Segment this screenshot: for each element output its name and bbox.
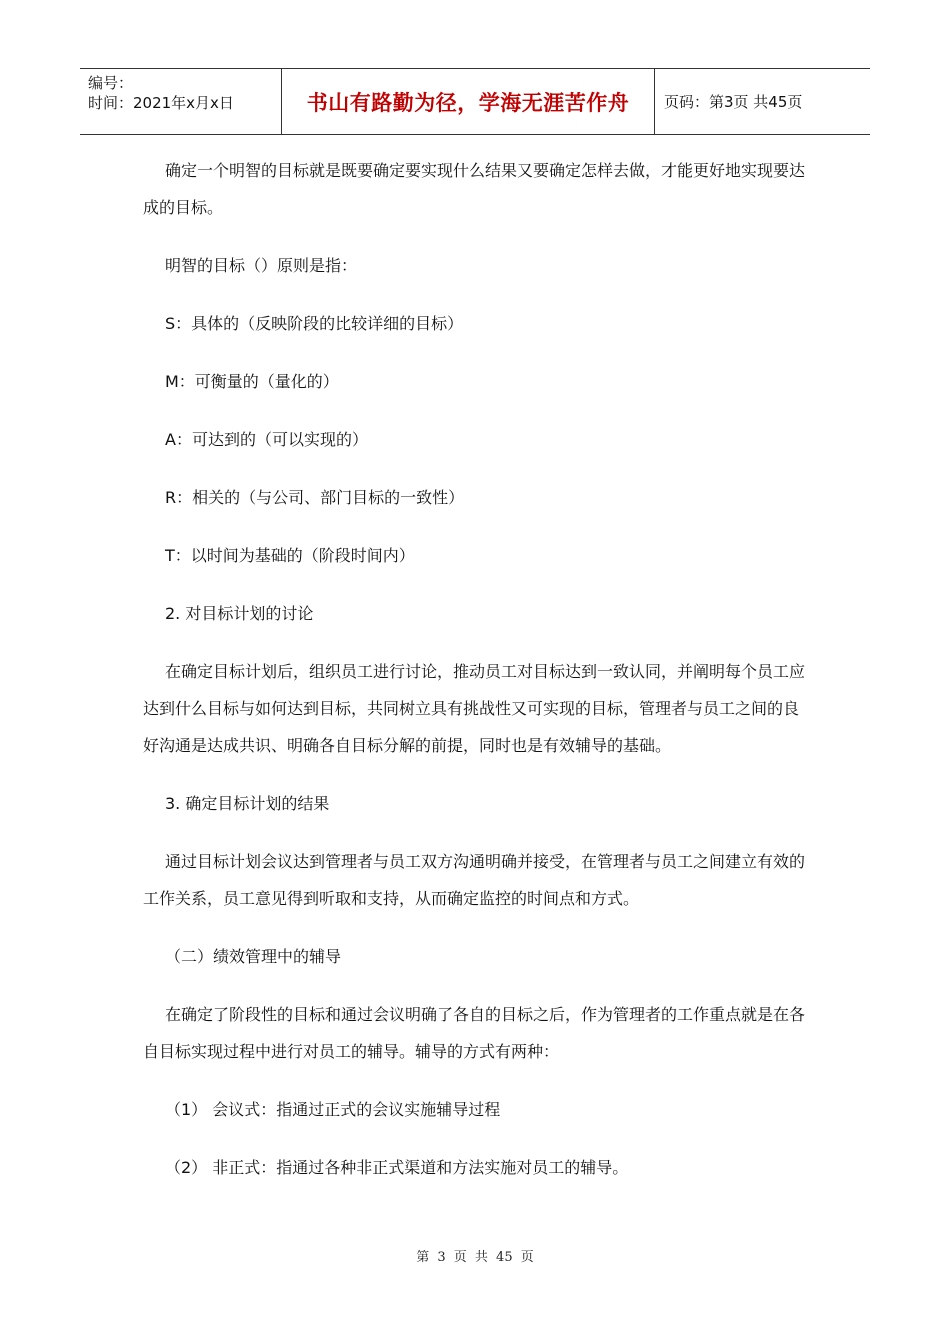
section-heading: 3. 确定目标计划的结果 [165, 794, 330, 813]
header-motto-cell [282, 69, 655, 134]
date-label: 时间：2021年x月x日 [88, 94, 234, 112]
page-info: 页码：第3页 共45页 [664, 93, 803, 111]
header-page-cell [655, 69, 870, 134]
motto: 书山有路勤为径，学海无涯苦作舟 [306, 89, 630, 115]
header-meta-cell [80, 69, 282, 134]
code-label: 编号： [88, 74, 134, 92]
header-table [80, 68, 870, 135]
paragraph: A：可达到的（可以实现的） [165, 430, 368, 449]
paragraph: 通过目标计划会议达到管理者与员工双方沟通明确并接受，在管理者与员工之间建立有效的工作关系，员工意见得到听取和支持，从而确定监控的时间点和方式。 [143, 852, 806, 908]
list-item: （1） 会议式：指通过正式的会议实施辅导过程 [165, 1100, 501, 1119]
paragraph: 在确定目标计划后，组织员工进行讨论，推动员工对目标达到一致认同，并阐明每个员工应达到什么目标与如何达到目标，共同树立具有挑战性又可实现的目标，管理者与员工之间的良好沟通是达成共识、明确各自目标分解的前提，同时也是有效辅导的基础。 [143, 662, 806, 755]
document-body [143, 152, 805, 1207]
paragraph: 确定一个明智的目标就是既要确定要实现什么结果又要确定怎样去做，才能更好地实现要达成的目标。 [143, 161, 806, 217]
list-item: （2） 非正式：指通过各种非正式渠道和方法实施对员工的辅导。 [165, 1158, 629, 1177]
paragraph: 明智的目标（）原则是指： [165, 256, 358, 275]
paragraph: T：以时间为基础的（阶段时间内） [165, 546, 415, 565]
paragraph: S：具体的（反映阶段的比较详细的目标） [165, 314, 464, 333]
section-heading: 2. 对目标计划的讨论 [165, 604, 314, 623]
section-heading: （二）绩效管理中的辅导 [165, 947, 342, 966]
paragraph: 在确定了阶段性的目标和通过会议明确了各自的目标之后，作为管理者的工作重点就是在各自目标实现过程中进行对员工的辅导。辅导的方式有两种： [143, 1005, 806, 1061]
paragraph: R：相关的（与公司、部门目标的一致性） [165, 488, 465, 507]
page-footer: 第 3 页 共 45 页 [416, 1250, 534, 1265]
paragraph: M：可衡量的（量化的） [165, 372, 339, 391]
